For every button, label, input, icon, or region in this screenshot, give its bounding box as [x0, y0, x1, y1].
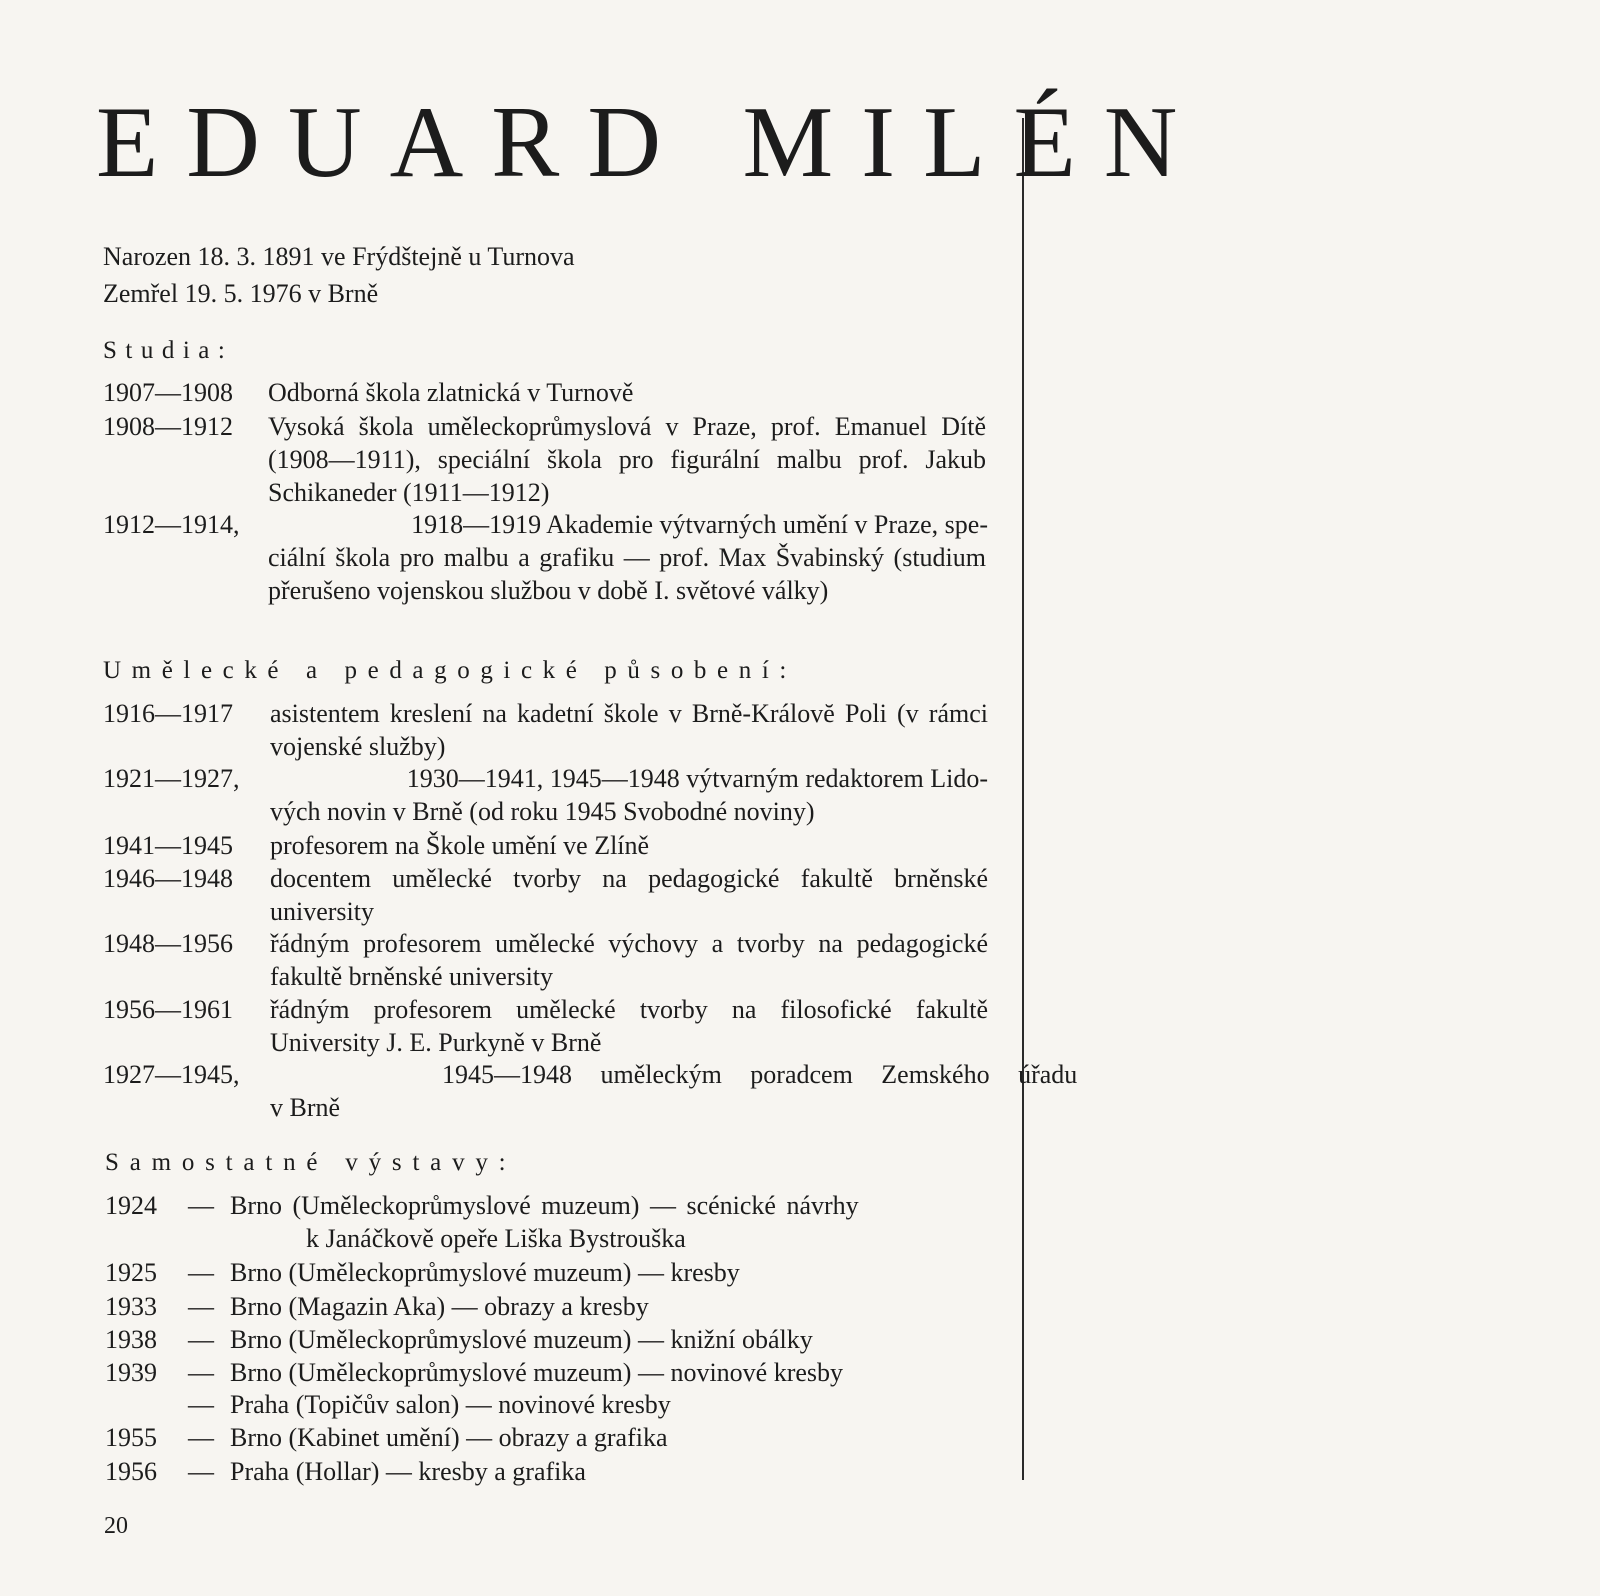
study-year: 1908—1912	[103, 412, 233, 441]
activity-first-line: 1930—1941, 1945—1948 výtvarným redaktorem Lido-	[406, 764, 988, 793]
study-text: Odborná škola zlatnická v Turnově	[268, 378, 634, 407]
exhibition-year: 1938	[105, 1325, 157, 1354]
exhibition-text: Brno (Uměleckoprůmyslové muzeum) — kresby	[230, 1258, 740, 1287]
activity-year: 1946—1948	[103, 864, 233, 893]
study-first-line: 1918—1919 Akademie výtvarných umění v Praze, spe-	[411, 510, 988, 539]
exhibition-text: Brno (Magazin Aka) — obrazy a kresby	[230, 1292, 649, 1321]
study-year: 1912—1914,	[103, 510, 240, 539]
exhibition-dash: —	[188, 1390, 214, 1419]
activity-text: vých novin v Brně (od roku 1945 Svobodné noviny)	[270, 797, 815, 826]
death-line: Zemřel 19. 5. 1976 v Brně	[103, 279, 379, 308]
exhibition-dash: —	[188, 1292, 214, 1321]
activity-heading: Umělecké a pedagogické působení:	[103, 657, 797, 684]
page-number: 20	[104, 1513, 128, 1539]
study-year: 1907—1908	[103, 378, 233, 407]
exhibition-year: 1925	[105, 1258, 157, 1287]
study-text: ciální škola pro malbu a grafiku — prof. Max Švabinský (studium přerušeno vojenskou službou v době I. světové války)	[268, 543, 986, 605]
studies-heading: Studia:	[103, 337, 234, 364]
activity-text: v Brně	[270, 1093, 341, 1122]
exhibition-year: 1939	[105, 1358, 157, 1387]
exhibition-text: Brno (Uměleckoprůmyslové muzeum) — novinové kresby	[230, 1358, 844, 1387]
activity-text: profesorem na Škole umění ve Zlíně	[270, 831, 650, 860]
exhibition-year: 1955	[105, 1423, 157, 1452]
exhibition-text: Brno (Uměleckoprůmyslové muzeum) — knižní obálky	[230, 1325, 813, 1354]
exhibition-year: 1924	[105, 1191, 157, 1220]
exhibition-dash: —	[188, 1423, 214, 1452]
activity-row	[103, 762, 988, 795]
exhibition-dash: —	[188, 1258, 214, 1287]
study-row	[103, 508, 988, 541]
activity-year: 1927—1945,	[103, 1060, 240, 1089]
exhibition-text: Praha (Topičův salon) — novinové kresby	[230, 1390, 671, 1419]
activity-year: 1941—1945	[103, 831, 233, 860]
exhibitions-heading: Samostatné výstavy:	[105, 1149, 517, 1176]
activity-row	[103, 1058, 1078, 1091]
exhibition-text-continued: k Janáčkově opeře Liška Bystrouška	[306, 1224, 686, 1253]
exhibition-text: Brno (Uměleckoprůmyslové muzeum) — scénické návrhy	[230, 1191, 859, 1220]
exhibition-year: 1933	[105, 1292, 157, 1321]
exhibition-text: Brno (Kabinet umění) — obrazy a grafika	[230, 1423, 668, 1452]
activity-text: asistentem kreslení na kadetní škole v Brně-Královĕ Poli (v rámci vojenské služby)	[270, 699, 988, 761]
study-text: Vysoká škola uměleckoprůmyslová v Praze, prof. Emanuel Dítě (1908—1911), speciální škola pro figurální malbu prof. Jakub Schikaneder (1911—1912)	[268, 412, 986, 507]
vertical-rule	[1022, 118, 1024, 1480]
activity-year: 1921—1927,	[103, 764, 240, 793]
activity-year: 1948—1956	[103, 929, 233, 958]
exhibition-dash: —	[188, 1191, 214, 1220]
exhibition-year: 1956	[105, 1457, 157, 1486]
exhibition-dash: —	[188, 1457, 214, 1486]
exhibition-text: Praha (Hollar) — kresby a grafika	[230, 1457, 586, 1486]
activity-text: docentem umělecké tvorby na pedagogické fakultě brněnské university	[270, 864, 988, 926]
activity-year: 1956—1961	[103, 995, 233, 1024]
exhibition-dash: —	[188, 1325, 214, 1354]
activity-first-line-text: 1945—1948 uměleckým poradcem Zemského úřadu	[442, 1060, 1078, 1089]
activity-year: 1916—1917	[103, 699, 233, 728]
activity-text: řádným profesorem umělecké výchovy a tvorby na pedagogické fakultě brněnské university	[270, 929, 988, 991]
activity-first-line	[442, 1058, 1078, 1091]
activity-text: řádným profesorem umělecké tvorby na filosofické fakultě University J. E. Purkyně v Brně	[270, 995, 988, 1057]
exhibition-dash: —	[188, 1358, 214, 1387]
page-title: EDUARD MILÉN	[96, 86, 1206, 199]
birth-line: Narozen 18. 3. 1891 ve Frýdštejně u Turnova	[103, 242, 575, 271]
